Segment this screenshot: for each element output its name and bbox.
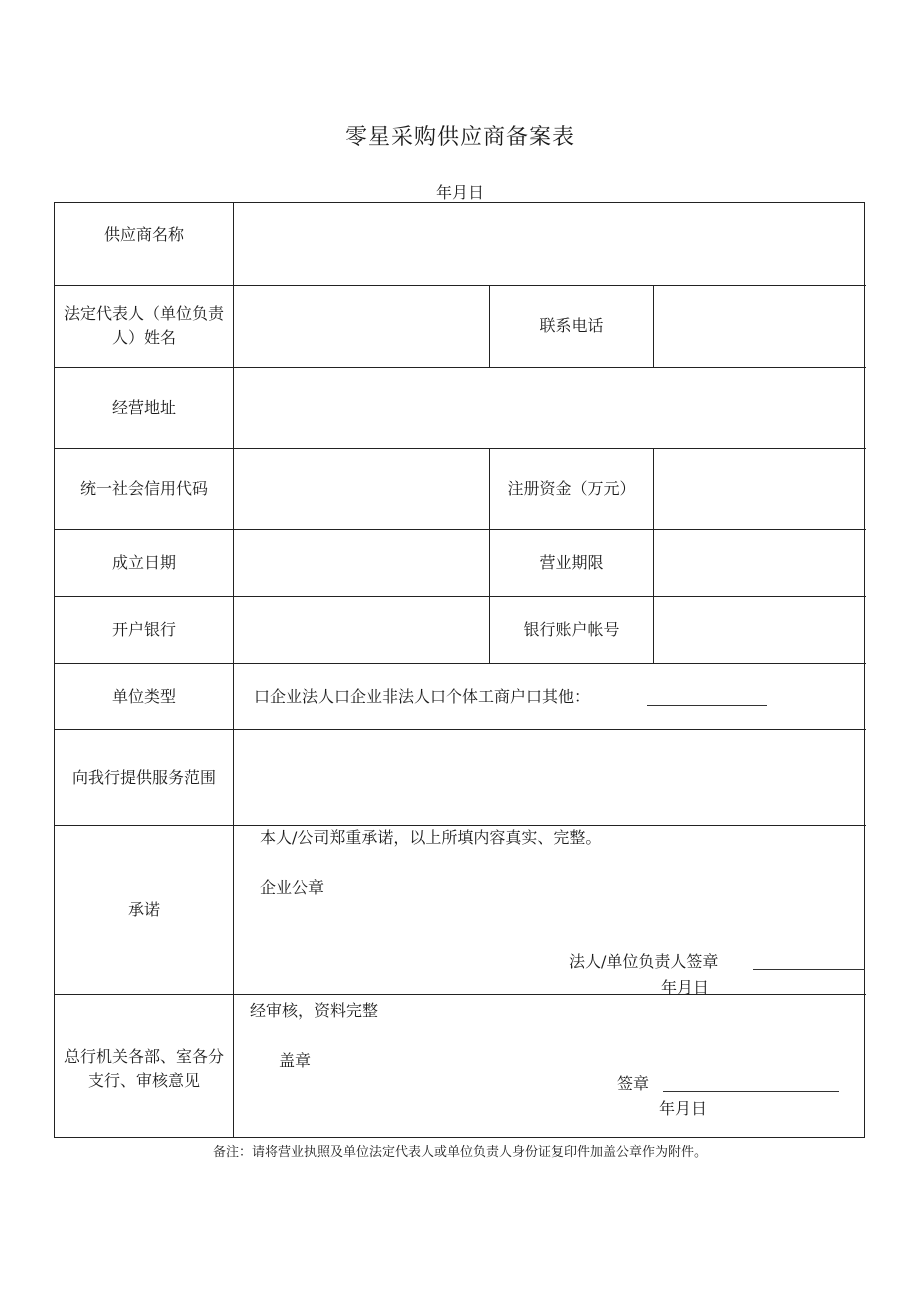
registered-capital-label: 注册资金（万元） bbox=[507, 479, 636, 498]
established-date-field[interactable] bbox=[234, 530, 488, 596]
legal-rep-label: 法定代表人（单位负责人）姓名 bbox=[63, 304, 224, 347]
row-divider bbox=[55, 994, 866, 995]
form-date: 年月日 bbox=[435, 183, 484, 202]
review-label: 总行机关各部、室各分支行、审核意见 bbox=[63, 1047, 224, 1090]
service-scope-field[interactable] bbox=[234, 730, 865, 825]
other-type-blank[interactable] bbox=[647, 705, 767, 706]
review-date: 年月日 bbox=[659, 1099, 708, 1118]
commitment-statement: 本人/公司郑重承诺，以上所填内容真实、完整。 bbox=[260, 828, 602, 847]
address-label: 经营地址 bbox=[111, 398, 176, 417]
review-signature-label: 签章 bbox=[617, 1074, 650, 1093]
established-date-label: 成立日期 bbox=[111, 553, 176, 572]
footnote: 备注：请将营业执照及单位法定代表人或单位负责人身份证复印件加盖公章作为附件。 bbox=[212, 1145, 707, 1160]
credit-code-field[interactable] bbox=[234, 449, 488, 529]
supplier-name-field[interactable] bbox=[234, 204, 865, 284]
review-signature-blank[interactable] bbox=[663, 1091, 839, 1092]
address-field[interactable] bbox=[234, 368, 865, 448]
registered-capital-field[interactable] bbox=[654, 449, 865, 529]
unit-type-label: 单位类型 bbox=[111, 686, 176, 706]
review-statement: 经审核，资料完整 bbox=[250, 1001, 379, 1020]
supplier-name-label: 供应商名称 bbox=[103, 225, 184, 244]
registration-form bbox=[54, 202, 865, 1138]
business-term-label: 营业期限 bbox=[539, 553, 604, 572]
commitment-label: 承诺 bbox=[127, 900, 160, 919]
bank-field[interactable] bbox=[234, 597, 488, 663]
review-seal-label: 盖章 bbox=[279, 1051, 312, 1070]
credit-code-label: 统一社会信用代码 bbox=[79, 479, 208, 498]
phone-field[interactable] bbox=[654, 286, 865, 366]
legal-rep-field[interactable] bbox=[234, 286, 488, 366]
bank-account-label: 银行账户帐号 bbox=[523, 620, 620, 639]
bank-account-field[interactable] bbox=[654, 597, 865, 663]
legal-signature-label: 法人/单位负责人签章 bbox=[569, 952, 719, 971]
bank-label: 开户银行 bbox=[111, 620, 176, 639]
phone-label: 联系电话 bbox=[539, 316, 604, 335]
legal-signature-blank[interactable] bbox=[753, 969, 865, 970]
unit-type-options[interactable]: 口企业法人口企业非法人口个体工商户口其他： bbox=[254, 687, 591, 706]
service-scope-label: 向我行提供服务范围 bbox=[71, 767, 216, 787]
commitment-date: 年月日 bbox=[661, 978, 710, 997]
form-title: 零星采购供应商备案表 bbox=[344, 125, 575, 150]
company-seal-label: 企业公章 bbox=[260, 878, 325, 897]
business-term-field[interactable] bbox=[654, 530, 865, 596]
